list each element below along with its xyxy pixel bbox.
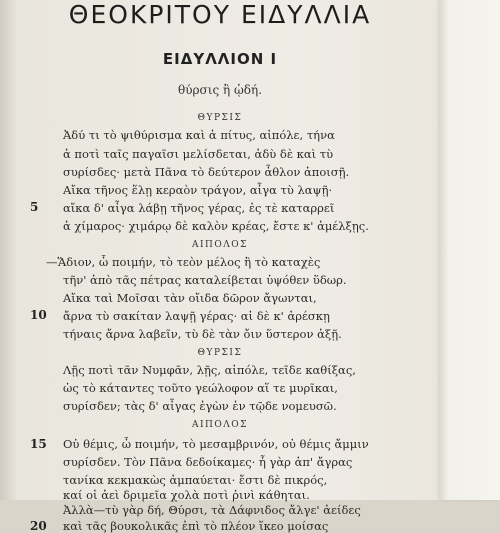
- verse-line: συρίσδες· μετὰ Πᾶνα τὸ δεύτερον ἆθλον ἀποισῇ.: [63, 165, 350, 179]
- line-number: 10: [30, 308, 47, 322]
- verse-line: τῆν' ἀπὸ τᾶς πέτρας καταλείβεται ὑψόθεν ὕδωρ.: [63, 273, 347, 287]
- verse-line: Αἴκα τῆνος ἕλῃ κεραὸν τράγον, αἶγα τὺ λαψῇ·: [63, 183, 333, 197]
- verse-line: ὡς τὸ κάταντες τοῦτο γεώλοφον αἵ τε μυρῖκαι,: [63, 381, 338, 395]
- verse-line: Λῇς ποτὶ τᾶν Νυμφᾶν, λῇς, αἰπόλε, τεῖδε καθίξας,: [63, 363, 356, 377]
- verse-line: αἴκα δ' αἶγα λάβῃ τῆνος γέρας, ἐς τὲ καταρρεῖ: [63, 201, 335, 215]
- verse-line: Οὐ θέμις, ὦ ποιμήν, τὸ μεσαμβρινόν, οὐ θέμις ἄμμιν: [63, 437, 369, 451]
- idyll-title: ΕΙΔΥΛΛΙΟΝ Ι: [162, 50, 278, 68]
- line-number: 20: [30, 519, 47, 533]
- speaker-heading: ΑΙΠΟΛΟΣ: [191, 420, 249, 430]
- verse-line: καί οἱ ἀεὶ δριμεῖα χολὰ ποτὶ ῥινὶ κάθηται.: [63, 488, 310, 502]
- speaker-heading: ΑΙΠΟΛΟΣ: [191, 240, 249, 250]
- verse-line: συρίσδεν; τὰς δ' αἶγας ἐγὼν ἐν τῷδε νομευσῶ.: [63, 399, 337, 413]
- verse-line: ἁ χίμαρος· χιμάρῳ δὲ καλὸν κρέας, ἔστε κ' ἀμέλξῃς.: [63, 219, 369, 233]
- verse-line: —Ἅδιον, ὦ ποιμήν, τὸ τεὸν μέλος ἢ τὸ καταχὲς: [46, 255, 321, 269]
- verse-line: συρίσδεν. Τὸν Πᾶνα δεδοίκαμες· ἦ γὰρ ἀπ' ἄγρας: [63, 455, 353, 469]
- verse-line: καὶ τᾶς βουκολικᾶς ἐπὶ τὸ πλέον ἵκεο μοίσας: [63, 519, 329, 533]
- book-title: ΘΕΟΚΡΙΤΟΥ ΕΙΔΥΛΛΙΑ: [68, 0, 372, 29]
- idyll-subtitle: θύρσις ἢ ᾠδή.: [177, 83, 263, 97]
- line-number: 5: [30, 200, 39, 214]
- verse-line: τήναις ἄρνα λαβεῖν, τὺ δὲ τὰν ὄιν ὕστερον ἀξῇ.: [63, 327, 342, 341]
- verse-line: τανίκα κεκμακὼς ἀμπαύεται· ἔστι δὲ πικρός,: [63, 473, 328, 487]
- verse-line: ἄρνα τὺ σακίταν λαψῇ γέρας· αἰ δὲ κ' ἀρέσκῃ: [63, 309, 330, 323]
- verse-line: ἁ ποτὶ ταῖς παγαῖσι μελίσδεται, ἁδὺ δὲ καὶ τὺ: [63, 147, 334, 161]
- speaker-heading: ΘΥΡΣΙΣ: [197, 348, 243, 358]
- speaker-heading: ΘΥΡΣΙΣ: [197, 113, 243, 123]
- verse-line: Ἀλλὰ—τὺ γὰρ δή, Θύρσι, τὰ Δάφνιδος ἄλγε' ἀείδες: [63, 503, 361, 517]
- verse-line: Ἀδύ τι τὸ ψιθύρισμα καὶ ἁ πίτυς, αἰπόλε, τήνα: [63, 128, 335, 142]
- next-page-edge: [440, 0, 500, 500]
- verse-line: Αἴκα ταὶ Μοῖσαι τὰν οἴιδα δῶρον ἄγωνται,: [63, 291, 317, 305]
- line-number: 15: [30, 437, 47, 451]
